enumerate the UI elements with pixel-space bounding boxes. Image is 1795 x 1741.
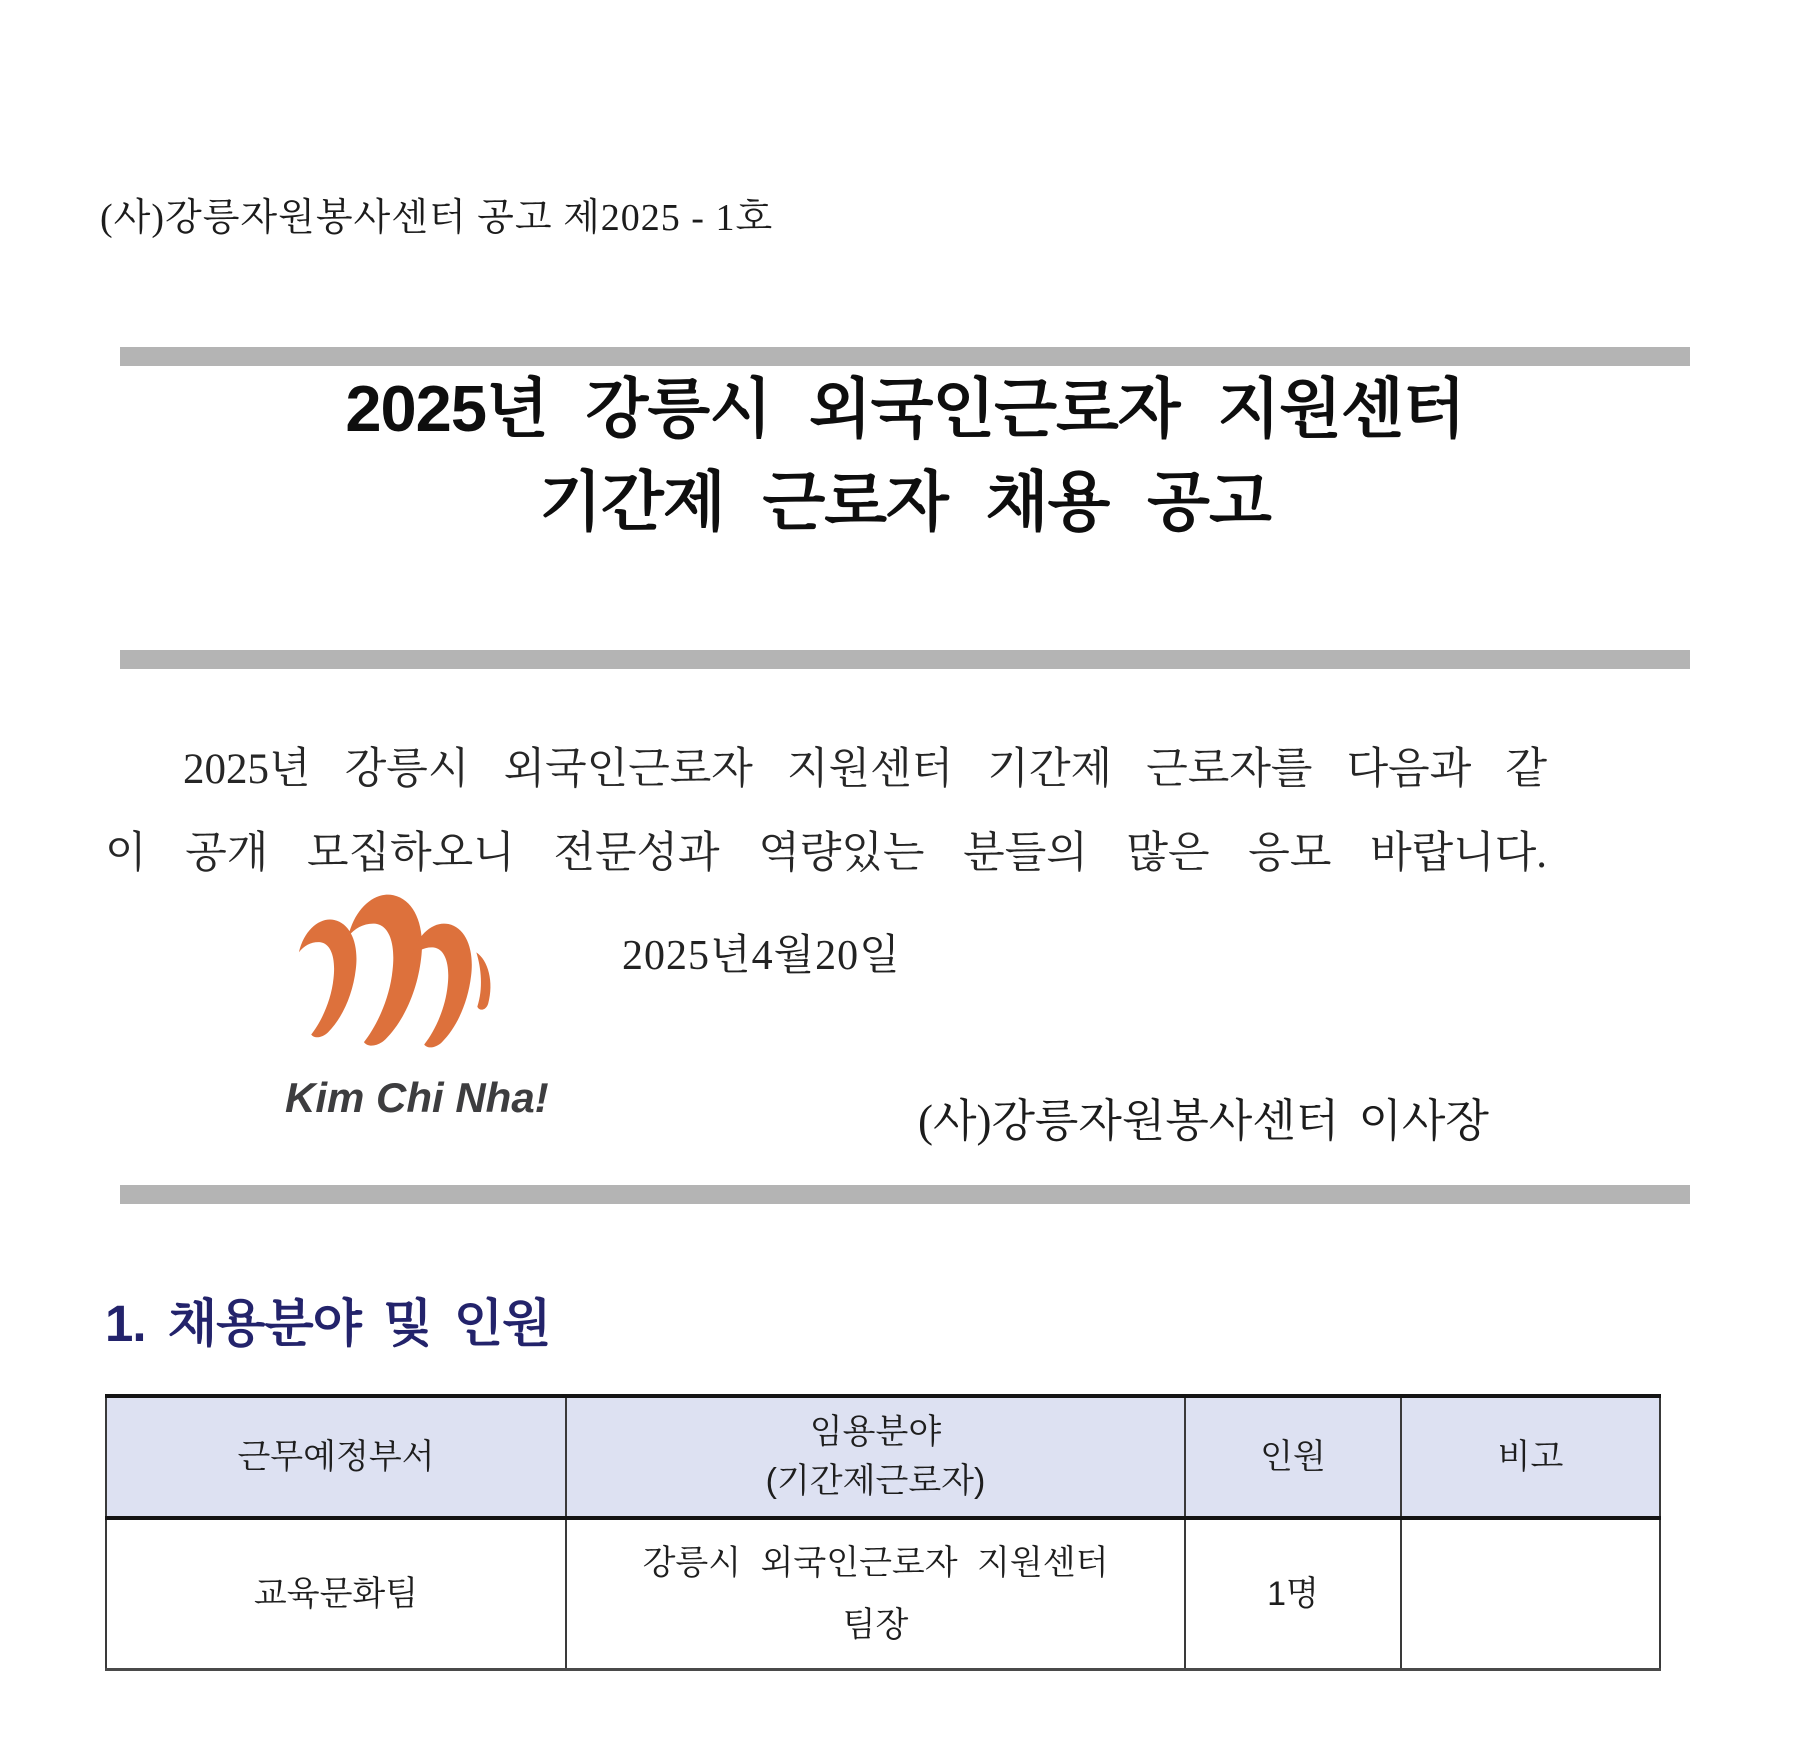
cell-position (566, 1518, 1185, 1670)
cell-note (1401, 1518, 1660, 1670)
document-title-line1: 2025년 강릉시 외국인근로자 지원센터 (345, 372, 1465, 445)
header-cell-position (566, 1396, 1185, 1518)
table-row (106, 1518, 1660, 1670)
header-cell-count: 인원 (1185, 1396, 1401, 1518)
header-position-line1: 임용분야 (809, 1413, 942, 1451)
announcement-date: 2025년4월20일 (622, 933, 901, 979)
cell-position-line1: 강릉시 외국인근로자 지원센터 (642, 1544, 1109, 1582)
header-position-line2: (기간제근로자) (765, 1462, 986, 1500)
intro-paragraph (105, 728, 1547, 896)
logo-caption-text: Kim Chi Nha! (285, 1074, 549, 1121)
cell-dept: 교육문화팀 (106, 1518, 566, 1670)
intro-line2: 이 공개 모집하오니 전문성과 역량있는 분들의 많은 응모 바랍니다. (105, 830, 1547, 877)
notice-number: (사)강릉자원봉사센터 공고 제2025 - 1호 (100, 197, 774, 239)
issuer-signature: (사)강릉자원봉사센터 이사장 (918, 1096, 1489, 1146)
recruitment-table (105, 1394, 1661, 1671)
header-cell-dept: 근무예정부서 (106, 1396, 566, 1518)
document-title-line2: 기간제 근로자 채용 공고 (539, 465, 1271, 538)
document-title (120, 362, 1690, 548)
intro-line1: 2025년 강릉시 외국인근로자 지원센터 기간제 근로자를 다음과 같 (183, 746, 1547, 793)
divider-bar-bottom (120, 1185, 1690, 1204)
header-cell-note: 비고 (1401, 1396, 1660, 1518)
cell-position-line2: 팀장 (842, 1606, 909, 1644)
table-header-row (106, 1396, 1660, 1518)
section1-heading: 1. 채용분야 및 인원 (105, 1295, 551, 1352)
kim-chi-nha-logo-icon (293, 890, 500, 1065)
divider-bar-middle (120, 650, 1690, 669)
cell-count: 1명 (1185, 1518, 1401, 1670)
